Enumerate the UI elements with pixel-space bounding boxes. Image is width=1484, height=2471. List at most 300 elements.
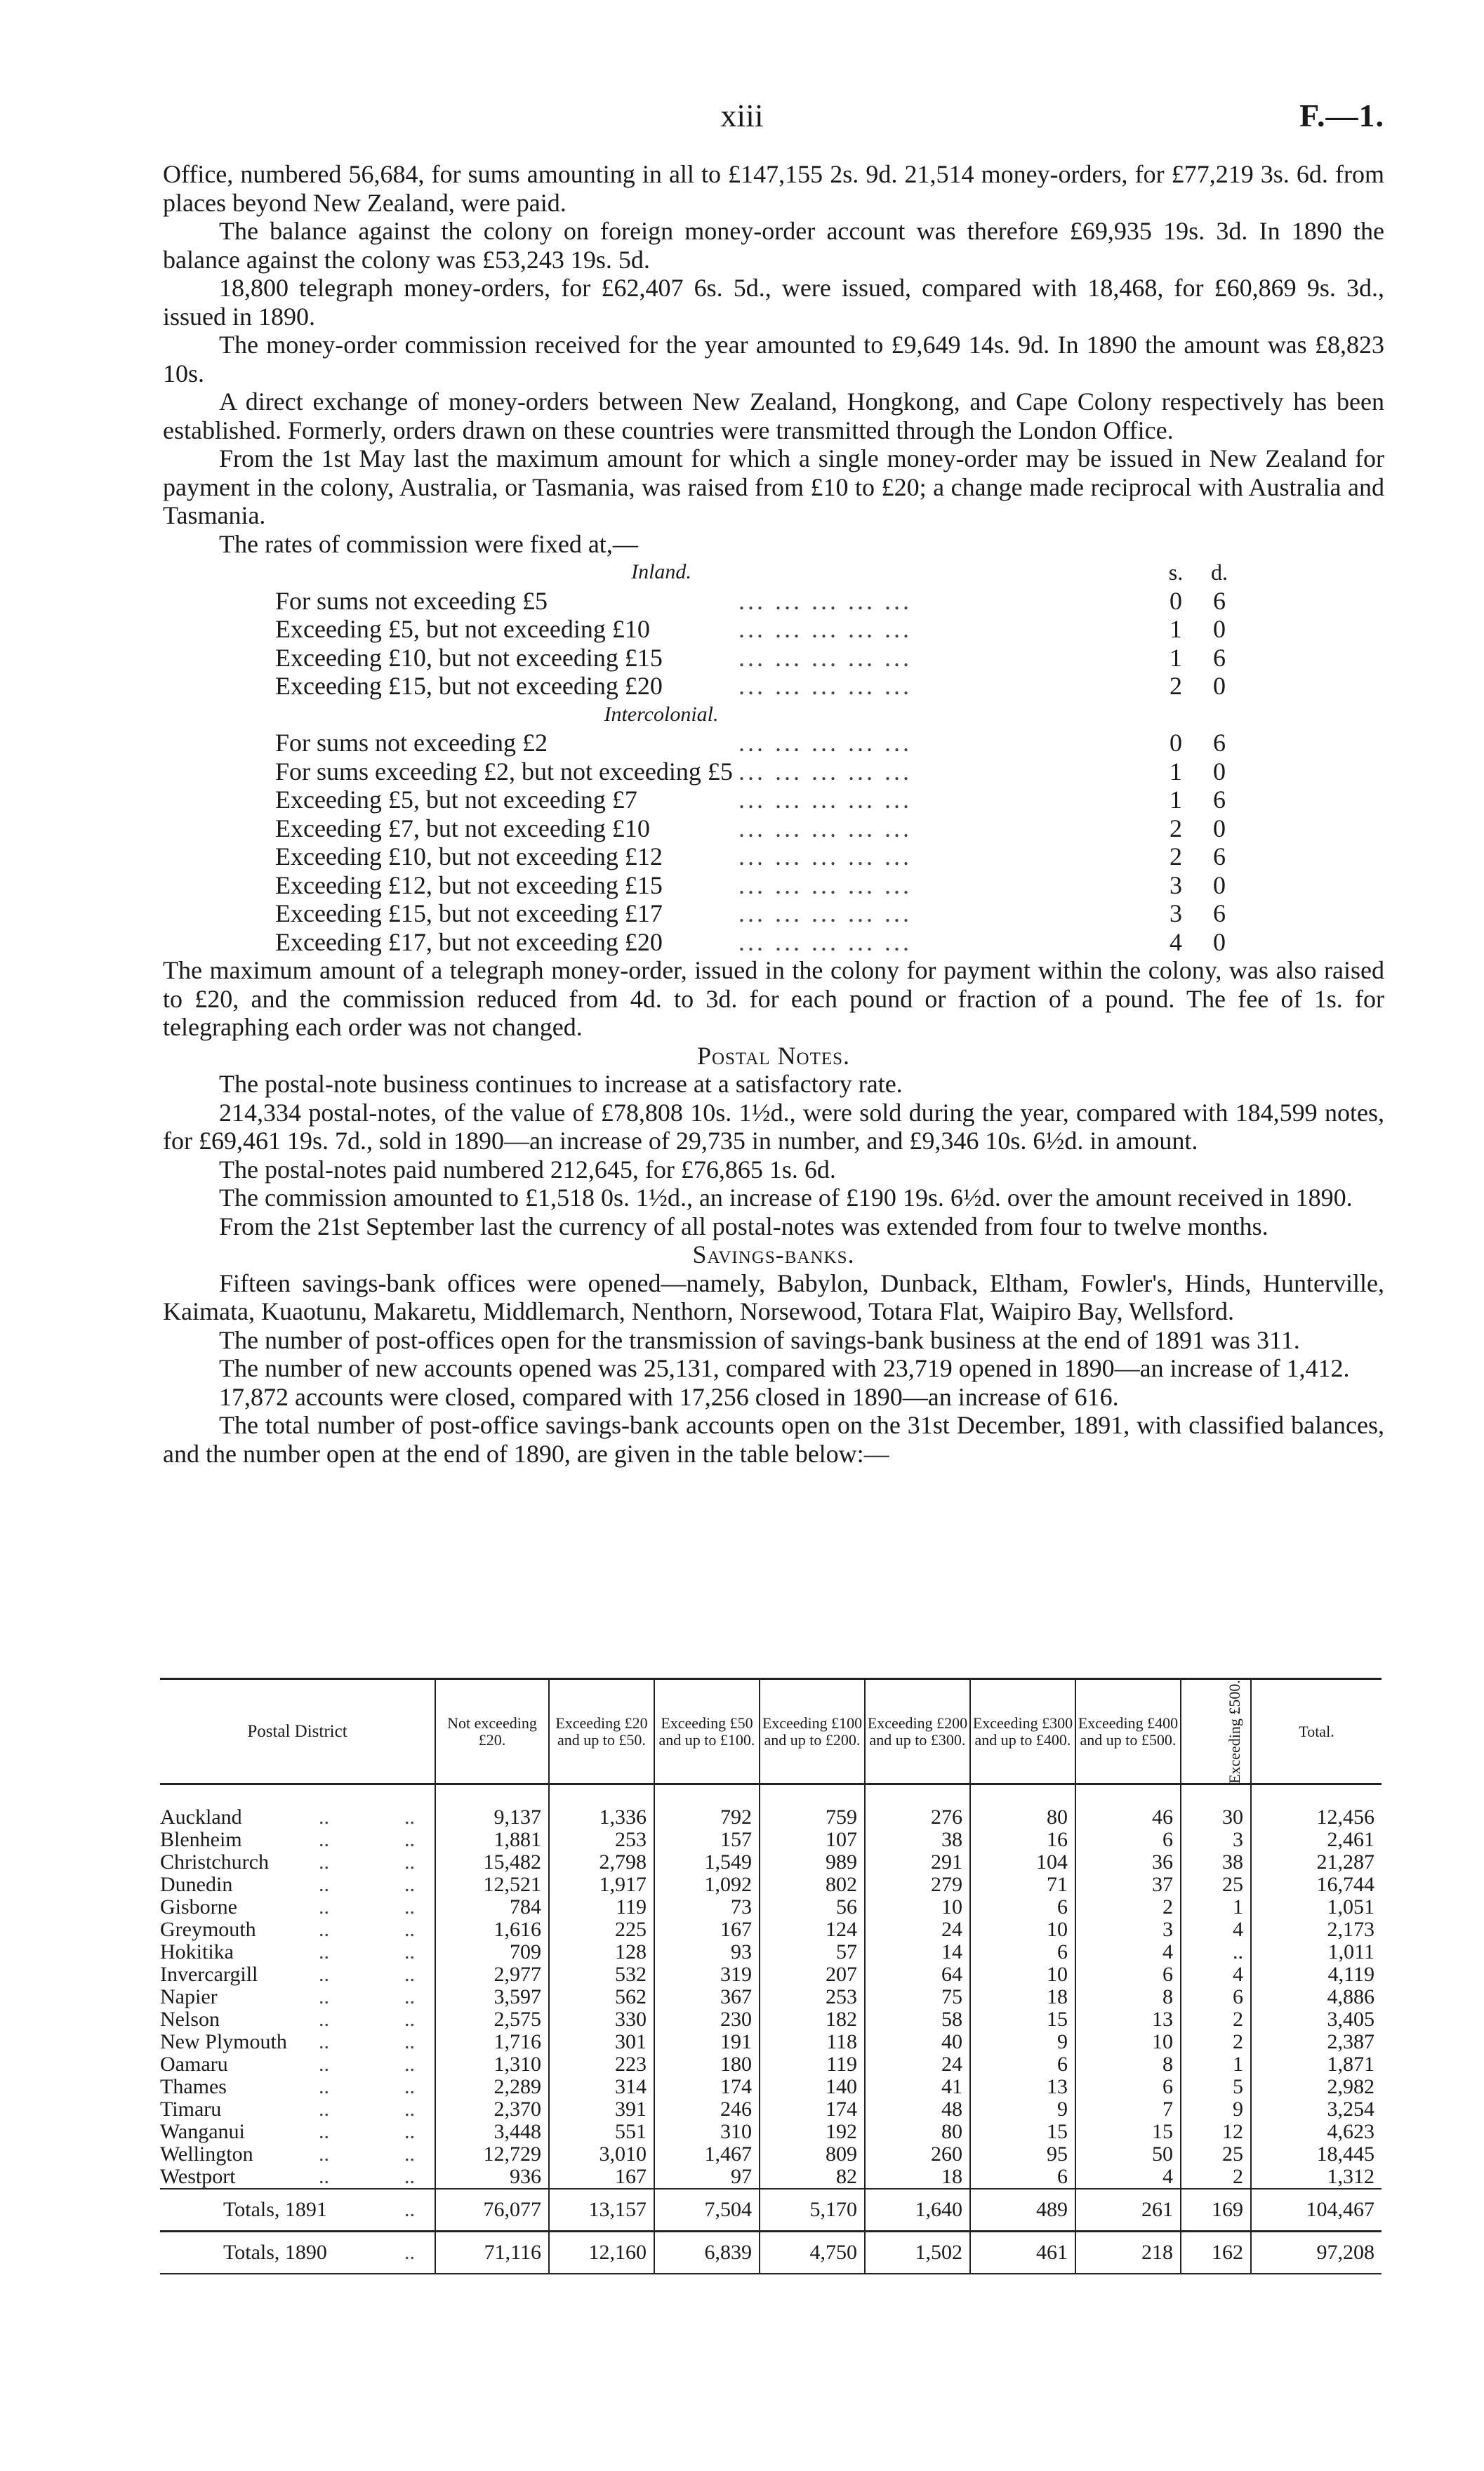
paragraph: 214,334 postal-notes, of the value of £78,808 10s. 1½d., were sold during the year, compared with 184,599 notes, for £69,461 19s. 7d., sold in 1890—an increase of 29,735 in number, and £9,346 10s. 6½d. in amount. bbox=[163, 1098, 1384, 1155]
table-cell: 2,977 bbox=[435, 1963, 549, 1986]
column-header: Exceeding £200 and up to £300. bbox=[865, 1679, 970, 1784]
table-cell: 330 bbox=[549, 2008, 654, 2031]
rate-shillings: 1 bbox=[1170, 786, 1182, 814]
table-cell: 218 bbox=[1075, 2232, 1181, 2274]
table-cell: 792 bbox=[654, 1806, 760, 1829]
dot-leader: ... ... ... ... ... bbox=[738, 870, 912, 899]
table-header-row bbox=[160, 1679, 1382, 1784]
table-cell: 21,287 bbox=[1251, 1851, 1382, 1874]
table-cell: 391 bbox=[549, 2098, 654, 2121]
rate-label: Exceeding £7, but not exceeding £10 bbox=[275, 814, 650, 842]
table-cell: 5 bbox=[1181, 2076, 1251, 2098]
table-cell: 2,289 bbox=[435, 2076, 549, 2098]
table-cell: 936 bbox=[435, 2166, 549, 2189]
table-cell: 2,982 bbox=[1251, 2076, 1382, 2098]
table-cell: 118 bbox=[760, 2031, 865, 2053]
table-row bbox=[160, 1919, 1382, 1941]
table-cell: 46 bbox=[1075, 1806, 1181, 1829]
table-cell: 4 bbox=[1075, 2166, 1181, 2189]
table-cell: 13 bbox=[1075, 2008, 1181, 2031]
table-cell: 1,092 bbox=[654, 1874, 760, 1896]
table-cell: 1,716 bbox=[435, 2031, 549, 2053]
table-row bbox=[160, 2031, 1382, 2053]
table-cell: 1,051 bbox=[1251, 1896, 1382, 1919]
table-cell: 174 bbox=[760, 2098, 865, 2121]
table-cell: 301 bbox=[549, 2031, 654, 2053]
table-cell: 25 bbox=[1181, 2143, 1251, 2166]
savings-bank-table-container bbox=[160, 1678, 1382, 2274]
table-row bbox=[160, 2121, 1382, 2143]
table-cell: 167 bbox=[654, 1919, 760, 1941]
table-cell: 2,387 bbox=[1251, 2031, 1382, 2053]
rate-row bbox=[163, 672, 1384, 701]
table-cell: 3,448 bbox=[435, 2121, 549, 2143]
table-cell: 802 bbox=[760, 1874, 865, 1896]
table-cell: 6 bbox=[970, 1896, 1075, 1919]
table-cell: 167 bbox=[549, 2166, 654, 2189]
table-cell: 1,549 bbox=[654, 1851, 760, 1874]
dot-leader: ... ... ... ... ... bbox=[738, 786, 912, 814]
table-cell: 58 bbox=[865, 2008, 970, 2031]
table-cell: 71 bbox=[970, 1874, 1075, 1896]
table-body bbox=[160, 1784, 1382, 2274]
table-cell: 162 bbox=[1181, 2232, 1251, 2274]
table-cell: 2,798 bbox=[549, 1851, 654, 1874]
table-cell: 1,616 bbox=[435, 1919, 549, 1941]
table-cell: 4,623 bbox=[1251, 2121, 1382, 2143]
table-cell: 124 bbox=[760, 1919, 865, 1941]
paragraph: Office, numbered 56,684, for sums amounting in all to £147,155 2s. 9d. 21,514 money-orders, for £77,219 3s. 6d. from places beyond New Zealand, were paid. bbox=[163, 160, 1384, 217]
table-cell: 80 bbox=[970, 1806, 1075, 1829]
column-header: Exceeding £400 and up to £500. bbox=[1075, 1679, 1181, 1784]
table-cell: 1,310 bbox=[435, 2053, 549, 2076]
rate-pence: 6 bbox=[1213, 786, 1226, 814]
column-header: Postal District bbox=[160, 1679, 435, 1784]
district-name: Auckland .. .. bbox=[160, 1806, 415, 1829]
table-cell: 10 bbox=[970, 1919, 1075, 1941]
district-name: Oamaru .. .. bbox=[160, 2053, 415, 2076]
rate-row bbox=[163, 928, 1384, 957]
table-cell: 1,502 bbox=[865, 2232, 970, 2274]
table-cell: 6 bbox=[970, 2166, 1075, 2189]
column-header bbox=[1181, 1679, 1251, 1784]
table-row bbox=[160, 2166, 1382, 2189]
rate-row bbox=[163, 615, 1384, 644]
table-cell: 8 bbox=[1075, 1986, 1181, 2008]
table-cell: 3,254 bbox=[1251, 2098, 1382, 2121]
table-row bbox=[160, 2053, 1382, 2076]
rate-label: Exceeding £15, but not exceeding £17 bbox=[275, 899, 663, 927]
table-cell: 784 bbox=[435, 1896, 549, 1919]
table-cell: 64 bbox=[865, 1963, 970, 1986]
table-cell: 260 bbox=[865, 2143, 970, 2166]
table-cell: 38 bbox=[1181, 1851, 1251, 1874]
shillings-column-label: s. bbox=[1168, 559, 1184, 585]
table-cell: 13 bbox=[970, 2076, 1075, 2098]
paragraph: From the 1st May last the maximum amount for which a single money-order may be issued in New Zealand for payment in the colony, Australia, or Tasmania, was raised from £10 to £20; a change made reciprocal with Australia and Tasmania. bbox=[163, 444, 1384, 529]
table-cell: 4,750 bbox=[760, 2232, 865, 2274]
table-cell: 12,521 bbox=[435, 1874, 549, 1896]
table-cell: 12,729 bbox=[435, 2143, 549, 2166]
table-cell: 253 bbox=[760, 1986, 865, 2008]
table-cell: 3 bbox=[1181, 1829, 1251, 1851]
table-cell: 9 bbox=[970, 2031, 1075, 2053]
table-cell: 4 bbox=[1181, 1963, 1251, 1986]
table-cell: .. bbox=[1181, 1941, 1251, 1963]
table-cell: 223 bbox=[549, 2053, 654, 2076]
table-cell: 140 bbox=[760, 2076, 865, 2098]
table-cell: 2 bbox=[1181, 2166, 1251, 2189]
table-cell: 291 bbox=[865, 1851, 970, 1874]
table-cell: 2,173 bbox=[1251, 1919, 1382, 1941]
rate-label: Exceeding £12, but not exceeding £15 bbox=[275, 870, 663, 899]
table-cell: 50 bbox=[1075, 2143, 1181, 2166]
table-cell: 1,881 bbox=[435, 1829, 549, 1851]
rate-row bbox=[163, 871, 1384, 900]
table-cell: 279 bbox=[865, 1874, 970, 1896]
rate-pence: 0 bbox=[1213, 814, 1226, 842]
rate-label: For sums exceeding £2, but not exceeding £5 bbox=[275, 757, 733, 786]
rate-shillings: 2 bbox=[1170, 672, 1182, 700]
table-cell: 71,116 bbox=[435, 2232, 549, 2274]
table-row bbox=[160, 1896, 1382, 1919]
table-cell: 6 bbox=[1075, 1829, 1181, 1851]
rate-pence: 6 bbox=[1213, 842, 1226, 870]
intercolonial-rate-list bbox=[163, 729, 1384, 956]
table-cell: 4,119 bbox=[1251, 1963, 1382, 1986]
paragraph: From the 21st September last the currency of all postal-notes was extended from four to twelve months. bbox=[219, 1212, 1268, 1240]
table-cell: 14 bbox=[865, 1941, 970, 1963]
table-cell: 104 bbox=[970, 1851, 1075, 1874]
table-cell: 36 bbox=[1075, 1851, 1181, 1874]
dot-leader: ... ... ... ... ... bbox=[738, 729, 912, 757]
table-cell: 169 bbox=[1181, 2189, 1251, 2232]
paragraph: The total number of post-office savings-bank accounts open on the 31st December, 1891, with classified balances, and the number open at the end of 1890, are given in the table below:— bbox=[163, 1411, 1384, 1468]
table-cell: 10 bbox=[970, 1963, 1075, 1986]
table-cell: 1,640 bbox=[865, 2189, 970, 2232]
table-cell: 48 bbox=[865, 2098, 970, 2121]
table-cell: 562 bbox=[549, 1986, 654, 2008]
district-name: Invercargill .. .. bbox=[160, 1963, 415, 1986]
table-cell: 15,482 bbox=[435, 1851, 549, 1874]
table-cell: 37 bbox=[1075, 1874, 1181, 1896]
table-row bbox=[160, 1874, 1382, 1896]
rate-pence: 0 bbox=[1213, 927, 1226, 956]
dot-leader: ... ... ... ... ... bbox=[738, 757, 912, 786]
commission-rates bbox=[163, 558, 1384, 956]
table-cell: 10 bbox=[1075, 2031, 1181, 2053]
table-cell: 3,405 bbox=[1251, 2008, 1382, 2031]
table-cell: 10 bbox=[865, 1896, 970, 1919]
table-cell: 40 bbox=[865, 2031, 970, 2053]
table-cell: 180 bbox=[654, 2053, 760, 2076]
table-cell: 230 bbox=[654, 2008, 760, 2031]
totals-row bbox=[160, 2189, 1382, 2232]
table-cell: 1 bbox=[1181, 2053, 1251, 2076]
table-cell: 97 bbox=[654, 2166, 760, 2189]
district-name: Dunedin .. .. bbox=[160, 1873, 415, 1896]
dot-leader: ... ... ... ... ... bbox=[738, 586, 912, 615]
rate-shillings: 2 bbox=[1170, 814, 1182, 842]
table-cell: 489 bbox=[970, 2189, 1075, 2232]
rate-shillings: 1 bbox=[1170, 757, 1182, 786]
rate-label: Exceeding £10, but not exceeding £12 bbox=[275, 842, 663, 870]
rate-row bbox=[163, 729, 1384, 757]
table-cell: 225 bbox=[549, 1919, 654, 1941]
document-code: F.—1. bbox=[1299, 98, 1384, 133]
table-cell: 314 bbox=[549, 2076, 654, 2098]
column-header: Exceeding £20 and up to £50. bbox=[549, 1679, 654, 1784]
table-cell: 532 bbox=[549, 1963, 654, 1986]
table-cell: 16,744 bbox=[1251, 1874, 1382, 1896]
totals-row bbox=[160, 2232, 1382, 2274]
table-cell: 15 bbox=[970, 2008, 1075, 2031]
rate-pence: 6 bbox=[1213, 643, 1226, 672]
table-cell: 1,871 bbox=[1251, 2053, 1382, 2076]
rate-shillings: 1 bbox=[1170, 615, 1182, 643]
table-cell: 6 bbox=[1075, 2076, 1181, 2098]
table-cell: 2 bbox=[1181, 2031, 1251, 2053]
rate-label: For sums not exceeding £2 bbox=[275, 729, 548, 757]
table-cell: 261 bbox=[1075, 2189, 1181, 2232]
rate-label: Exceeding £17, but not exceeding £20 bbox=[275, 927, 663, 956]
district-name: Nelson .. .. bbox=[160, 2008, 415, 2031]
paragraph: A direct exchange of money-orders between New Zealand, Hongkong, and Cape Colony respectively has been established. Formerly, orders drawn on these countries were transmitted through the London Office. bbox=[163, 387, 1384, 444]
rate-label: Exceeding £5, but not exceeding £7 bbox=[275, 786, 637, 814]
paragraph: 18,800 telegraph money-orders, for £62,407 6s. 5d., were issued, compared with 18,468, for £60,869 9s. 3d., issued in 1890. bbox=[163, 274, 1384, 331]
table-cell: 5,170 bbox=[760, 2189, 865, 2232]
table-cell: 461 bbox=[970, 2232, 1075, 2274]
dot-leader: ... ... ... ... ... bbox=[738, 615, 912, 643]
intercolonial-heading: Intercolonial. bbox=[604, 702, 719, 726]
table-cell: 246 bbox=[654, 2098, 760, 2121]
table-cell: 12 bbox=[1181, 2121, 1251, 2143]
dot-leader: ... ... ... ... ... bbox=[738, 899, 912, 927]
table-cell: 15 bbox=[970, 2121, 1075, 2143]
rate-shillings: 0 bbox=[1170, 586, 1182, 615]
rate-pence: 6 bbox=[1213, 729, 1226, 757]
inland-heading: Inland. bbox=[631, 560, 691, 583]
table-cell: 989 bbox=[760, 1851, 865, 1874]
rate-row bbox=[163, 786, 1384, 814]
table-cell: 8 bbox=[1075, 2053, 1181, 2076]
table-cell: 80 bbox=[865, 2121, 970, 2143]
table-cell: 12,160 bbox=[549, 2232, 654, 2274]
table-cell: 75 bbox=[865, 1986, 970, 2008]
column-header: Exceeding £50 and up to £100. bbox=[654, 1679, 760, 1784]
table-row bbox=[160, 2143, 1382, 2166]
rate-pence: 0 bbox=[1213, 870, 1226, 899]
table-row bbox=[160, 1986, 1382, 2008]
inland-rate-list bbox=[163, 587, 1384, 701]
table-cell: 367 bbox=[654, 1986, 760, 2008]
district-name: Christchurch .. .. bbox=[160, 1850, 415, 1874]
rate-row bbox=[163, 842, 1384, 871]
page-number: xiii bbox=[720, 98, 764, 133]
paragraph: 17,872 accounts were closed, compared with 17,256 closed in 1890—an increase of 616. bbox=[219, 1382, 1119, 1411]
table-cell: 6 bbox=[1075, 1963, 1181, 1986]
district-name: Napier .. .. bbox=[160, 1985, 415, 2008]
rate-shillings: 3 bbox=[1170, 870, 1182, 899]
district-name: New Plymouth .. .. bbox=[160, 2030, 415, 2053]
table-cell: 1,917 bbox=[549, 1874, 654, 1896]
table-cell: 276 bbox=[865, 1806, 970, 1829]
table-cell: 12,456 bbox=[1251, 1806, 1382, 1829]
table-cell: 30 bbox=[1181, 1806, 1251, 1829]
column-header: Not exceeding £20. bbox=[435, 1679, 549, 1784]
totals-label: Totals, 1891 .. bbox=[160, 2189, 435, 2232]
rate-shillings: 3 bbox=[1170, 899, 1182, 927]
table-cell: 1 bbox=[1181, 1896, 1251, 1919]
savings-banks-heading: Savings-banks. bbox=[692, 1240, 855, 1268]
rotated-header-label: Exceeding £500. bbox=[1225, 1679, 1243, 1784]
table-cell: 1,467 bbox=[654, 2143, 760, 2166]
paragraph: Fifteen savings-bank offices were opened—namely, Babylon, Dunback, Eltham, Fowler's, Hinds, Hunterville, Kaimata, Kuaotunu, Makaretu, Middlemarch, Nenthorn, Norsewood, Totara Flat, Waipiro Bay, Wellsford. bbox=[163, 1268, 1384, 1325]
table-cell: 56 bbox=[760, 1896, 865, 1919]
table-cell: 4 bbox=[1075, 1941, 1181, 1963]
table-cell: 551 bbox=[549, 2121, 654, 2143]
dot-leader: ... ... ... ... ... bbox=[738, 842, 912, 870]
table-cell: 319 bbox=[654, 1963, 760, 1986]
paragraph: The rates of commission were fixed at,— bbox=[219, 529, 638, 558]
table-cell: 7 bbox=[1075, 2098, 1181, 2121]
district-name: Timaru .. .. bbox=[160, 2098, 415, 2121]
table-cell: 18,445 bbox=[1251, 2143, 1382, 2166]
rate-label: Exceeding £10, but not exceeding £15 bbox=[275, 643, 663, 672]
table-cell: 174 bbox=[654, 2076, 760, 2098]
paragraph: The number of new accounts opened was 25,131, compared with 23,719 opened in 1890—an increase of 1,412. bbox=[219, 1354, 1350, 1382]
table-cell: 107 bbox=[760, 1829, 865, 1851]
rate-row bbox=[163, 587, 1384, 616]
rate-row bbox=[163, 899, 1384, 928]
district-name: Westport .. .. bbox=[160, 2165, 415, 2188]
table-cell: 191 bbox=[654, 2031, 760, 2053]
table-cell: 128 bbox=[549, 1941, 654, 1963]
main-text bbox=[163, 160, 1384, 1468]
paragraph: The maximum amount of a telegraph money-order, issued in the colony for payment within the colony, was also raised to £20, and the commission reduced from 4d. to 3d. for each pound or fraction of a pound. The fee of 1s. for telegraphing each order was not changed. bbox=[163, 956, 1384, 1041]
rate-pence: 6 bbox=[1213, 899, 1226, 927]
table-cell: 97,208 bbox=[1251, 2232, 1382, 2274]
table-cell: 24 bbox=[865, 1919, 970, 1941]
table-cell: 157 bbox=[654, 1829, 760, 1851]
table-cell: 25 bbox=[1181, 1874, 1251, 1896]
table-spacer-row bbox=[160, 1784, 1382, 1807]
table-cell: 182 bbox=[760, 2008, 865, 2031]
table-cell: 1,336 bbox=[549, 1806, 654, 1829]
rate-shillings: 2 bbox=[1170, 842, 1182, 870]
table-cell: 82 bbox=[760, 2166, 865, 2189]
rate-label: Exceeding £5, but not exceeding £10 bbox=[275, 615, 650, 643]
totals-label: Totals, 1890 .. bbox=[160, 2232, 435, 2274]
table-cell: 9,137 bbox=[435, 1806, 549, 1829]
column-header: Exceeding £300 and up to £400. bbox=[970, 1679, 1075, 1784]
table-cell: 16 bbox=[970, 1829, 1075, 1851]
table-cell: 4 bbox=[1181, 1919, 1251, 1941]
table-cell: 15 bbox=[1075, 2121, 1181, 2143]
paragraph: The money-order commission received for the year amounted to £9,649 14s. 9d. In 1890 the amount was £8,823 10s. bbox=[163, 331, 1384, 387]
table-row bbox=[160, 1806, 1382, 1829]
table-cell: 6,839 bbox=[654, 2232, 760, 2274]
table-cell: 2,575 bbox=[435, 2008, 549, 2031]
table-cell: 2 bbox=[1075, 1896, 1181, 1919]
rate-shillings: 0 bbox=[1170, 729, 1182, 757]
district-name: Wanganui .. .. bbox=[160, 2120, 415, 2143]
rate-label: Exceeding £15, but not exceeding £20 bbox=[275, 672, 663, 700]
table-cell: 93 bbox=[654, 1941, 760, 1963]
table-cell: 3 bbox=[1075, 1919, 1181, 1941]
table-cell: 709 bbox=[435, 1941, 549, 1963]
district-name: Blenheim .. .. bbox=[160, 1828, 415, 1851]
district-name: Hokitika .. .. bbox=[160, 1940, 415, 1963]
rate-pence: 0 bbox=[1213, 672, 1226, 700]
postal-notes-heading: Postal Notes. bbox=[696, 1041, 851, 1070]
table-cell: 4,886 bbox=[1251, 1986, 1382, 2008]
rate-pence: 6 bbox=[1213, 586, 1226, 615]
table-cell: 119 bbox=[549, 1896, 654, 1919]
dot-leader: ... ... ... ... ... bbox=[738, 643, 912, 672]
table-cell: 809 bbox=[760, 2143, 865, 2166]
table-row bbox=[160, 2076, 1382, 2098]
table-cell: 3,597 bbox=[435, 1986, 549, 2008]
table-cell: 76,077 bbox=[435, 2189, 549, 2232]
table-cell: 310 bbox=[654, 2121, 760, 2143]
table-cell: 73 bbox=[654, 1896, 760, 1919]
table-cell: 41 bbox=[865, 2076, 970, 2098]
rate-pence: 0 bbox=[1213, 757, 1226, 786]
table-row bbox=[160, 1963, 1382, 1986]
table-cell: 207 bbox=[760, 1963, 865, 1986]
district-name: Thames .. .. bbox=[160, 2075, 415, 2098]
paragraph: The number of post-offices open for the transmission of savings-bank business at the end of 1891 was 311. bbox=[219, 1325, 1300, 1354]
table-cell: 3,010 bbox=[549, 2143, 654, 2166]
table-cell: 2,370 bbox=[435, 2098, 549, 2121]
rate-shillings: 1 bbox=[1170, 643, 1182, 672]
table-cell: 119 bbox=[760, 2053, 865, 2076]
table-cell: 759 bbox=[760, 1806, 865, 1829]
paragraph: The postal-notes paid numbered 212,645, for £76,865 1s. 6d. bbox=[219, 1155, 836, 1184]
table-cell: 24 bbox=[865, 2053, 970, 2076]
pence-column-label: d. bbox=[1211, 559, 1228, 585]
table-cell: 6 bbox=[970, 2053, 1075, 2076]
rate-row bbox=[163, 814, 1384, 843]
table-row bbox=[160, 1941, 1382, 1963]
rate-pence: 0 bbox=[1213, 615, 1226, 643]
table-cell: 2,461 bbox=[1251, 1829, 1382, 1851]
paragraph: The postal-note business continues to increase at a satisfactory rate. bbox=[219, 1070, 903, 1098]
table-cell: 38 bbox=[865, 1829, 970, 1851]
table-cell: 1,312 bbox=[1251, 2166, 1382, 2189]
table-cell: 9 bbox=[970, 2098, 1075, 2121]
savings-bank-accounts-table bbox=[160, 1678, 1382, 2274]
rate-row bbox=[163, 644, 1384, 673]
district-name: Greymouth .. .. bbox=[160, 1918, 415, 1941]
table-cell: 6 bbox=[1181, 1986, 1251, 2008]
table-cell: 1,011 bbox=[1251, 1941, 1382, 1963]
table-cell: 57 bbox=[760, 1941, 865, 1963]
rate-row bbox=[163, 757, 1384, 786]
column-header: Total. bbox=[1251, 1679, 1382, 1784]
table-cell: 253 bbox=[549, 1829, 654, 1851]
district-name: Gisborne .. .. bbox=[160, 1895, 415, 1919]
dot-leader: ... ... ... ... ... bbox=[738, 814, 912, 842]
table-cell: 104,467 bbox=[1251, 2189, 1382, 2232]
paragraph: The balance against the colony on foreign money-order account was therefore £69,935 19s. 3d. In 1890 the balance against the colony was £53,243 19s. 5d. bbox=[163, 217, 1384, 274]
rate-shillings: 4 bbox=[1170, 927, 1182, 956]
table-cell: 95 bbox=[970, 2143, 1075, 2166]
table-cell: 2 bbox=[1181, 2008, 1251, 2031]
table-cell: 18 bbox=[865, 2166, 970, 2189]
district-name: Wellington .. .. bbox=[160, 2142, 415, 2166]
